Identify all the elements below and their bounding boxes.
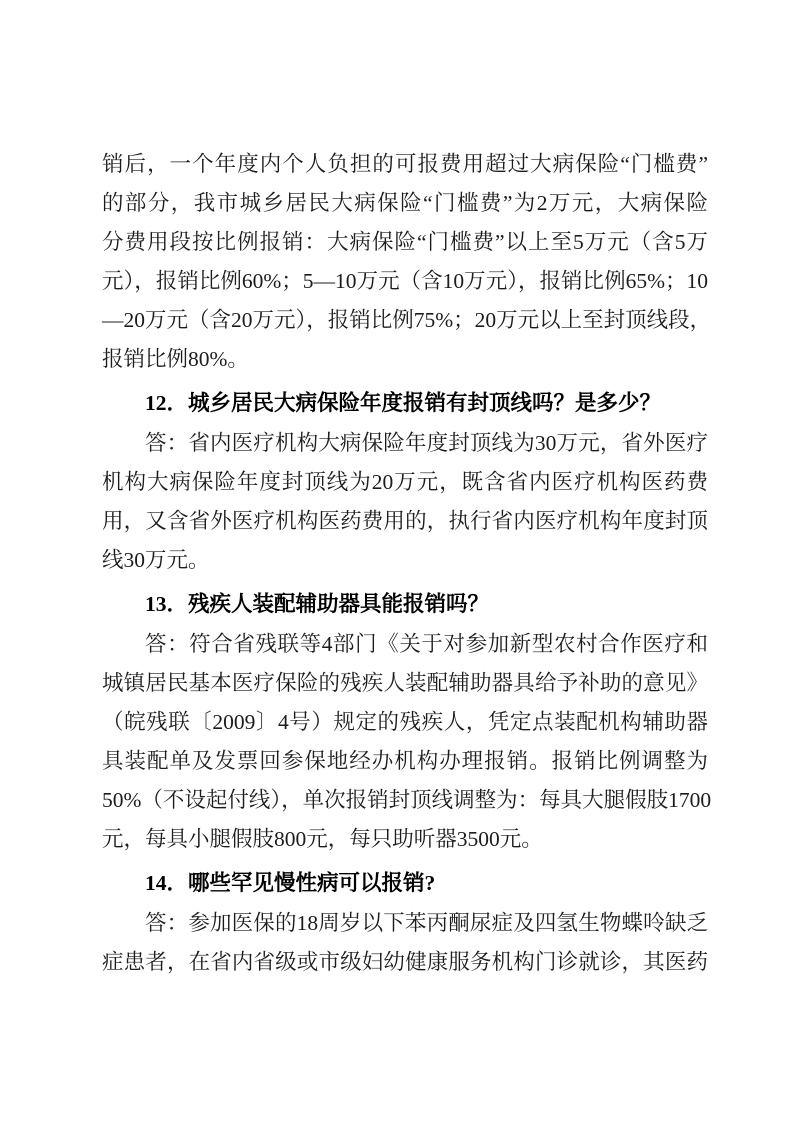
question-14-heading: 14．哪些罕见慢性病可以报销? [145,871,436,895]
section-q13 [102,585,712,859]
continuation-paragraph [102,145,712,379]
answer-line: 答：参加医保的18周岁以下苯丙酮尿症及四氢生物蝶呤缺乏 [145,911,708,935]
section-q12 [102,384,708,580]
body-line: —20万元（含20万元），报销比例75%；20万元以上至封顶线段， [102,308,712,332]
answer-line: 50%（不设起付线），单次报销封顶线调整为：每具大腿假肢1700 [102,788,712,812]
body-line: 报销比例80%。 [102,347,249,371]
answer-line: 用，又含省外医疗机构医药费用的，执行省内医疗机构年度封顶 [102,509,708,533]
answer-line: 具装配单及发票回参保地经办机构办理报销。报销比例调整为 [102,749,708,773]
question-12-heading: 12．城乡居民大病保险年度报销有封顶线吗？是多少？ [145,391,662,415]
answer-line: 答：省内医疗机构大病保险年度封顶线为30万元，省外医疗 [145,431,708,455]
answer-line: 症患者，在省内省级或市级妇幼健康服务机构门诊就诊，其医药 [102,950,708,974]
answer-line: 城镇居民基本医疗保险的残疾人装配辅助器具给予补助的意见》 [102,671,708,695]
answer-line: 元，每具小腿假肢800元，每只助听器3500元。 [102,827,543,851]
answer-line: 线30万元。 [102,548,210,572]
body-line: 分费用段按比例报销：大病保险“门槛费”以上至5万元（含5万 [102,230,708,254]
section-q14 [102,864,708,982]
body-line: 销后，一个年度内个人负担的可报费用超过大病保险“门槛费” [102,152,708,176]
body-line: 元），报销比例60%；5—10万元（含10万元），报销比例65%；10 [102,269,708,293]
answer-line: 答：符合省残联等4部门《关于对参加新型农村合作医疗和 [145,632,708,656]
answer-line: （皖残联〔2009〕4号）规定的残疾人，凭定点装配机构辅助器 [102,710,708,734]
question-13-heading: 13．残疾人装配辅助器具能报销吗？ [145,592,490,616]
body-line: 的部分，我市城乡居民大病保险“门槛费”为2万元，大病保险 [102,191,708,215]
page-content [102,145,712,982]
answer-line: 机构大病保险年度封顶线为20万元，既含省内医疗机构医药费 [102,470,708,494]
